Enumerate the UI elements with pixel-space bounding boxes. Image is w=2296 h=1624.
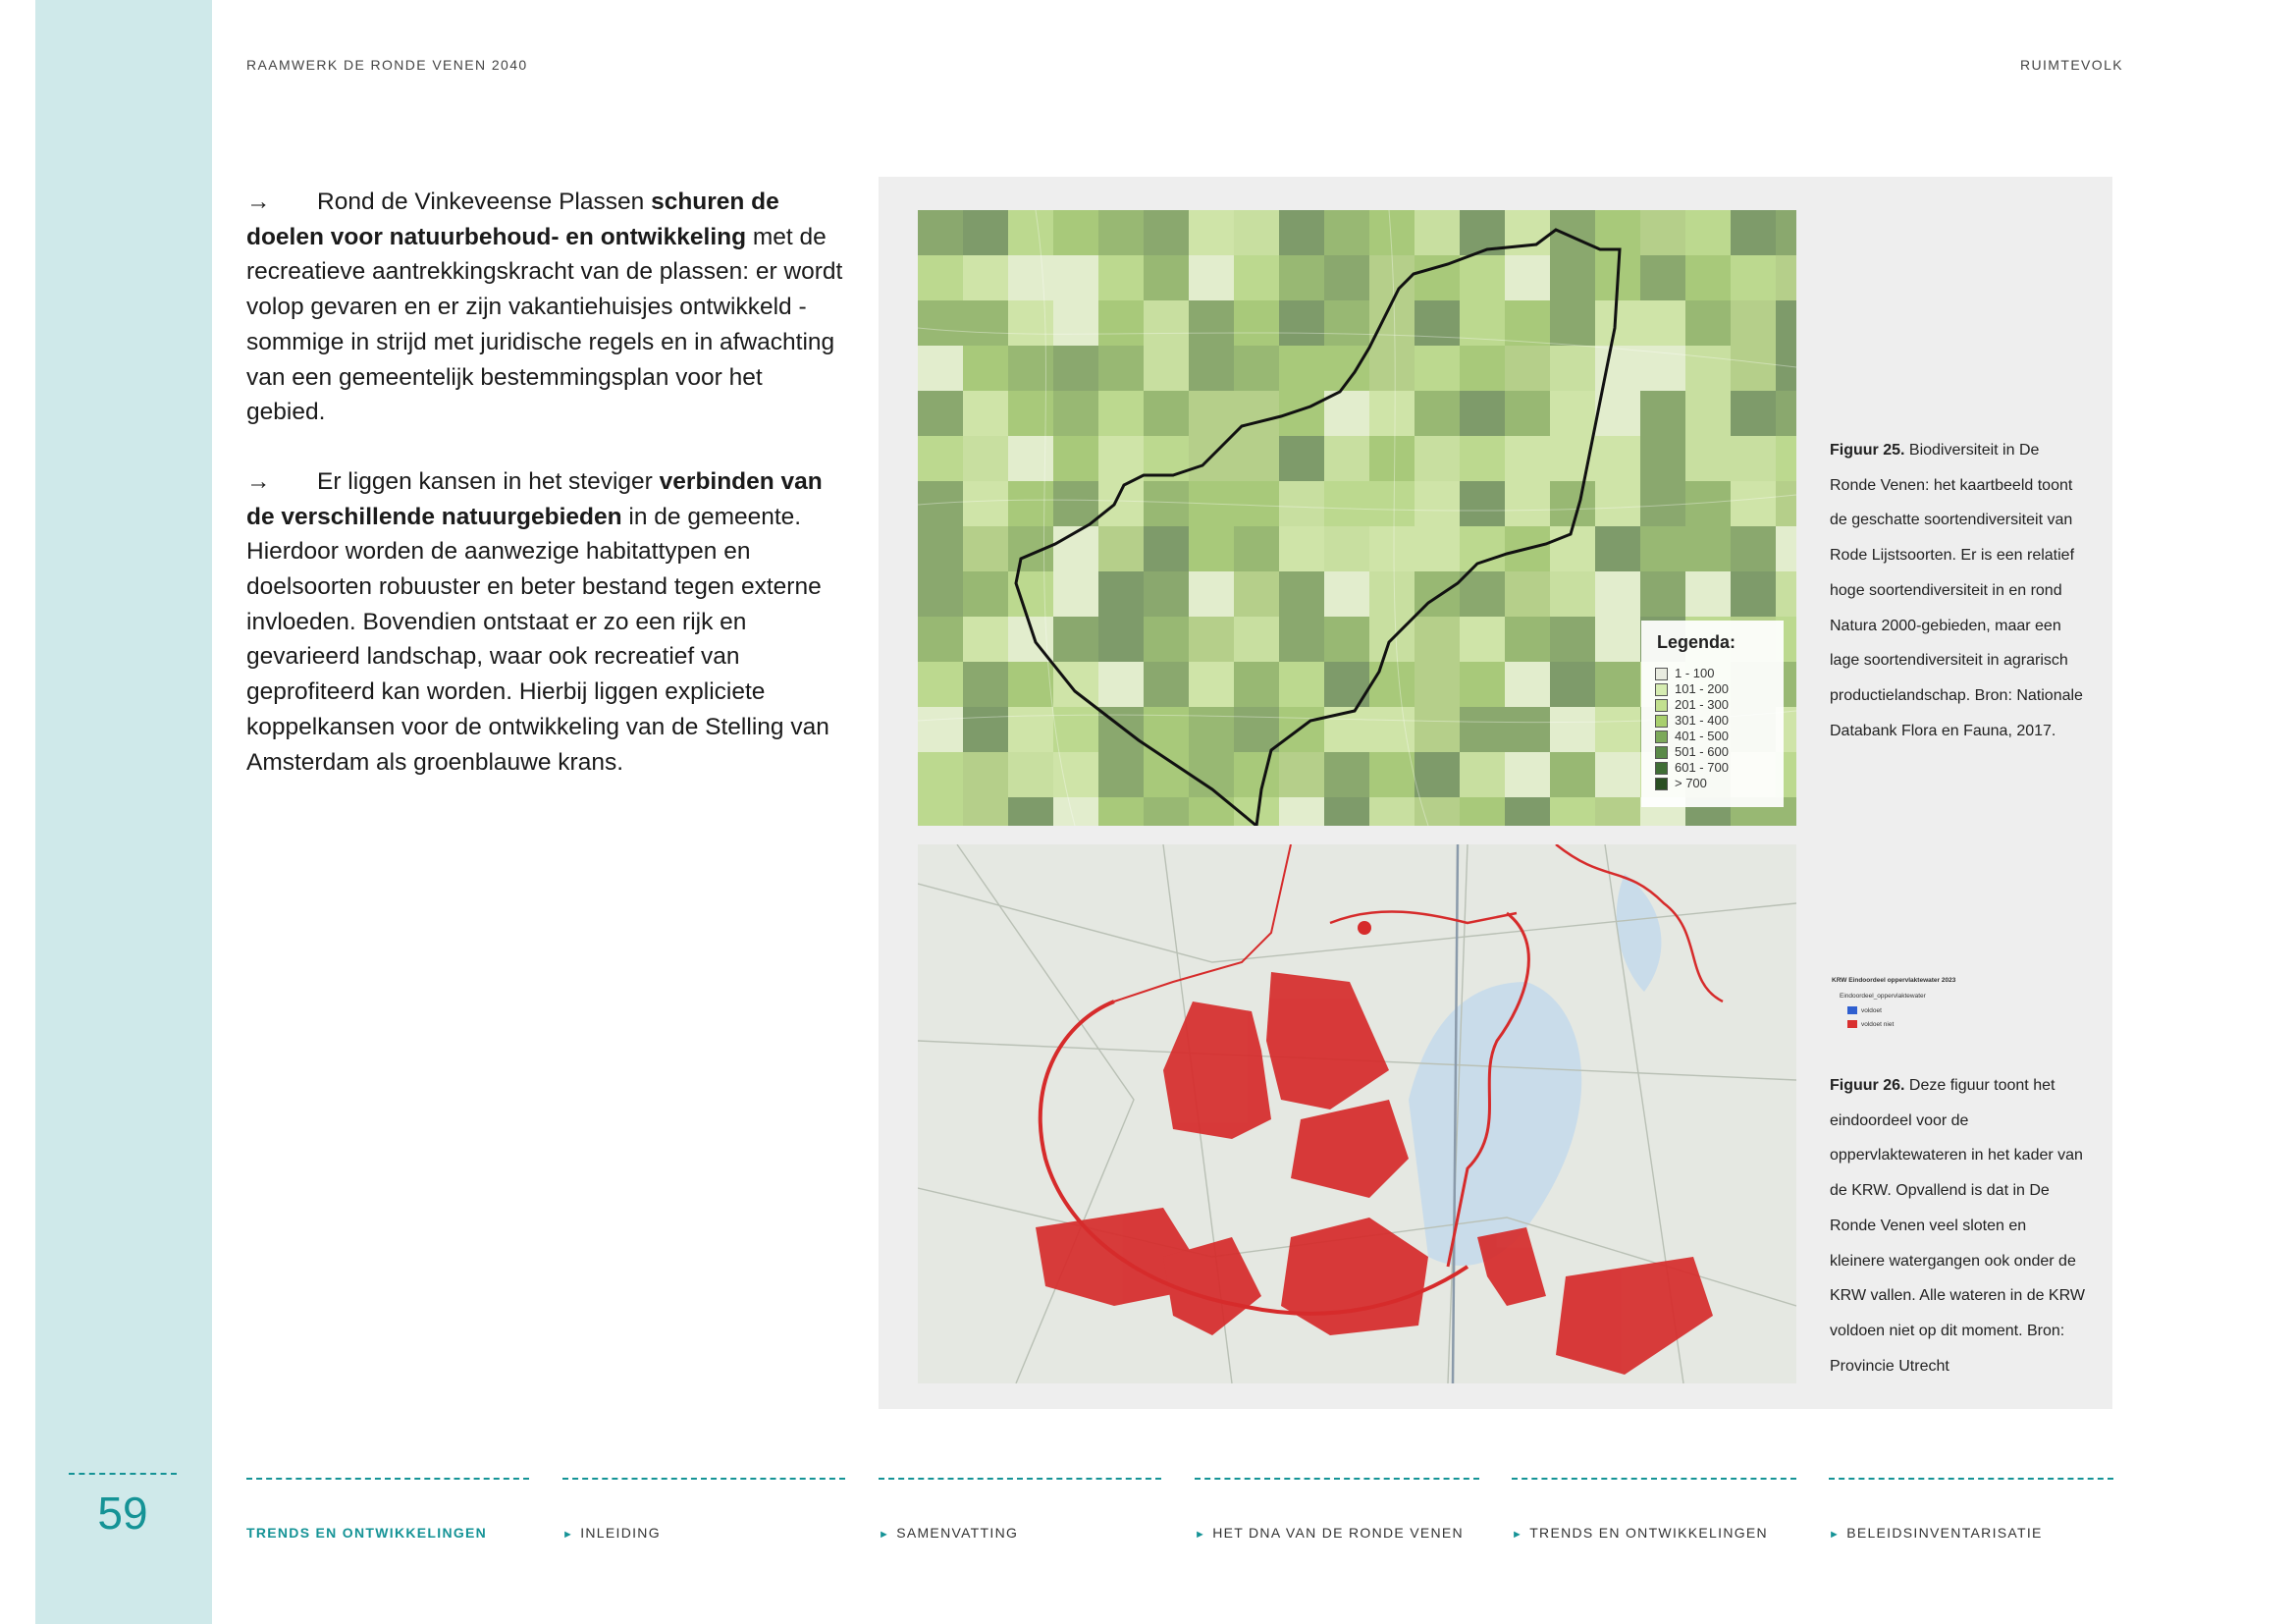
header-document-title: RAAMWERK DE RONDE VENEN 2040 bbox=[246, 57, 528, 73]
page-number: 59 bbox=[97, 1488, 148, 1539]
krw-legend-subtitle: Eindoordeel_oppervlaktewater bbox=[1840, 993, 1926, 1000]
legend-item: 101 - 200 bbox=[1655, 681, 1729, 696]
nav-divider bbox=[562, 1478, 845, 1480]
legend-swatch bbox=[1655, 731, 1668, 743]
nav-divider bbox=[1829, 1478, 2113, 1480]
legend-swatch bbox=[1655, 762, 1668, 775]
nav-link-beleidsinventarisatie[interactable]: ► BELEIDSINVENTARISATIE bbox=[1829, 1525, 2043, 1541]
side-band bbox=[35, 0, 212, 1624]
nav-link-inleiding[interactable]: ► INLEIDING bbox=[562, 1525, 661, 1541]
legend-swatch bbox=[1655, 715, 1668, 728]
legend-item: 301 - 400 bbox=[1655, 713, 1729, 728]
krw-map-drawing bbox=[918, 844, 1796, 1383]
legend-swatch bbox=[1655, 699, 1668, 712]
play-triangle-icon: ► bbox=[879, 1529, 891, 1541]
body-text bbox=[246, 185, 845, 814]
legend-item: 601 - 700 bbox=[1655, 760, 1729, 775]
krw-water-map bbox=[918, 844, 1796, 1383]
header-publisher: RUIMTEVOLK bbox=[2020, 57, 2124, 73]
legend-item: 501 - 600 bbox=[1655, 744, 1729, 759]
nav-current-section: TRENDS EN ONTWIKKELINGEN bbox=[246, 1525, 488, 1541]
play-triangle-icon: ► bbox=[1195, 1529, 1207, 1541]
nav-divider bbox=[246, 1478, 529, 1480]
figure-26-caption: Figuur 26. Deze figuur toont het eindoordeel voor de oppervlaktewateren in het kader van de KRW. Opvallend is dat in De Ronde Venen veel sloten en kleinere watergangen ook onder de KRW vallen. Alle wateren in de KRW voldoen niet op dit moment. Bron: Provincie Utrecht bbox=[1830, 1077, 2085, 1375]
biodiversity-legend bbox=[1641, 621, 1784, 807]
krw-legend-title: KRW Eindoordeel oppervlaktewater 2023 bbox=[1832, 977, 1956, 984]
nav-divider bbox=[1512, 1478, 1796, 1480]
play-triangle-icon: ► bbox=[562, 1529, 575, 1541]
legend-swatch bbox=[1655, 746, 1668, 759]
legend-swatch bbox=[1655, 778, 1668, 790]
legend-item: 401 - 500 bbox=[1655, 729, 1729, 743]
paragraph-1: → Rond de Vinkeveense Plassen schuren de doelen voor natuurbehoud- en ontwikkeling met de recreatieve aantrekkingskracht van de plassen: er wordt volop gevaren en er zijn vakantiehuisjes ontwikkeld - sommige in strijd met juridische regels en in afwachting van een gemeentelijk bestemmingsplan voor het gebied. bbox=[246, 185, 845, 430]
legend-swatch bbox=[1655, 683, 1668, 696]
legend-item: 201 - 300 bbox=[1655, 697, 1729, 712]
legend-item: 1 - 100 bbox=[1655, 666, 1714, 680]
krw-legend-swatch-voldoet-niet bbox=[1847, 1020, 1857, 1028]
krw-legend-label-voldoet-niet: voldoet niet bbox=[1861, 1021, 1895, 1028]
krw-legend-swatch-voldoet bbox=[1847, 1006, 1857, 1014]
krw-legend bbox=[1832, 977, 1989, 1046]
play-triangle-icon: ► bbox=[1512, 1529, 1524, 1541]
nav-link-dna[interactable]: ► HET DNA VAN DE RONDE VENEN bbox=[1195, 1525, 1464, 1541]
nav-link-trends[interactable]: ► TRENDS EN ONTWIKKELINGEN bbox=[1512, 1525, 1768, 1541]
nav-divider bbox=[879, 1478, 1161, 1480]
side-divider bbox=[69, 1473, 177, 1475]
legend-title: Legenda: bbox=[1657, 632, 1736, 652]
legend-swatch bbox=[1655, 668, 1668, 680]
nav-divider bbox=[1195, 1478, 1479, 1480]
figure-25-caption: Figuur 25. Biodiversiteit in De Ronde Venen: het kaartbeeld toont de geschatte soortendiversiteit van Rode Lijstsoorten. Er is een relatief hoge soortendiversiteit in en rond Natura 2000-gebieden, maar een lage soortendiversiteit in agrarisch productielandschap. Bron: Nationale Databank Flora en Fauna, 2017. bbox=[1830, 442, 2083, 739]
nav-link-samenvatting[interactable]: ► SAMENVATTING bbox=[879, 1525, 1019, 1541]
legend-item: > 700 bbox=[1655, 776, 1707, 790]
arrow-icon: → bbox=[246, 189, 271, 215]
play-triangle-icon: ► bbox=[1829, 1529, 1842, 1541]
arrow-icon: → bbox=[246, 467, 271, 495]
paragraph-2: → Er liggen kansen in het steviger verbinden van de verschillende natuurgebieden in de gemeente. Hierdoor worden de aanwezige habitattypen en doelsoorten robuuster en beter bestand tegen externe invloeden. Bovendien ontstaat er zo een rijk en gevarieerd landschap, waar ook recreatief van geprofiteerd kan worden. Hierbij liggen expliciete koppelkansen voor de ontwikkeling van de Stelling van Amsterdam als groenblauwe krans. bbox=[246, 464, 845, 780]
krw-legend-label-voldoet: voldoet bbox=[1861, 1007, 1882, 1014]
